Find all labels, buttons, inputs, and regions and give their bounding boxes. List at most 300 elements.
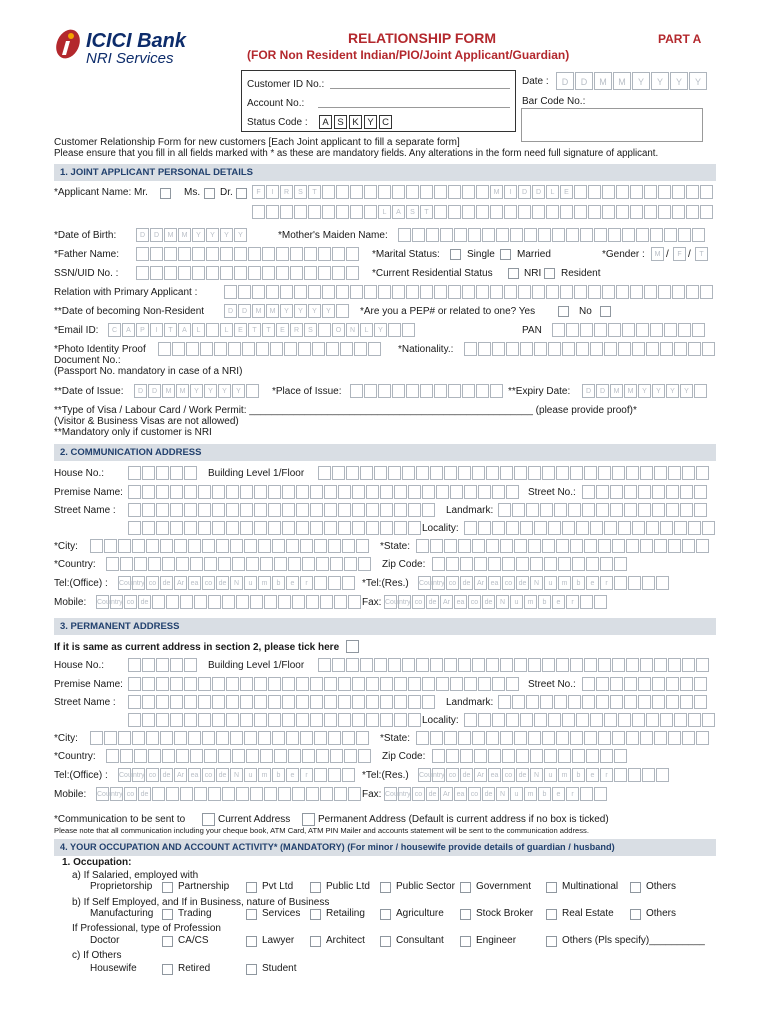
char-box[interactable] (264, 595, 277, 609)
char-box[interactable]: e (286, 576, 299, 590)
char-box[interactable]: r (600, 768, 613, 782)
char-box[interactable] (546, 285, 559, 299)
occupation-checkbox[interactable] (246, 909, 257, 920)
char-box[interactable]: ea (488, 768, 501, 782)
char-box[interactable] (286, 731, 299, 745)
char-box[interactable] (258, 731, 271, 745)
char-box[interactable] (156, 695, 169, 709)
char-box[interactable] (160, 539, 173, 553)
char-box[interactable] (176, 749, 189, 763)
char-box[interactable] (230, 539, 243, 553)
char-box[interactable] (346, 658, 359, 672)
char-box[interactable]: Ar (174, 576, 187, 590)
char-box[interactable]: L (360, 323, 373, 337)
char-box[interactable]: ea (188, 768, 201, 782)
char-box[interactable]: D (148, 384, 161, 398)
char-box[interactable] (218, 557, 231, 571)
date-box[interactable]: Y (689, 72, 707, 90)
char-box[interactable] (624, 695, 637, 709)
char-box[interactable] (142, 485, 155, 499)
char-box[interactable]: Y (190, 384, 203, 398)
expiry-boxes[interactable] (582, 384, 708, 398)
char-box[interactable] (380, 713, 393, 727)
char-box[interactable] (694, 503, 707, 517)
char-box[interactable] (538, 228, 551, 242)
char-box[interactable] (198, 485, 211, 499)
char-box[interactable]: I (266, 185, 279, 199)
char-box[interactable] (408, 521, 421, 535)
char-box[interactable] (588, 185, 601, 199)
char-box[interactable] (512, 695, 525, 709)
char-box[interactable] (148, 557, 161, 571)
char-box[interactable] (440, 228, 453, 242)
char-box[interactable] (214, 342, 227, 356)
char-box[interactable] (554, 695, 567, 709)
char-box[interactable] (502, 557, 515, 571)
char-box[interactable] (682, 731, 695, 745)
char-box[interactable] (274, 749, 287, 763)
char-box[interactable]: T (248, 323, 261, 337)
char-box[interactable] (492, 521, 505, 535)
char-box[interactable] (266, 285, 279, 299)
char-box[interactable] (240, 713, 253, 727)
char-box[interactable]: u (510, 787, 523, 801)
char-box[interactable]: P (136, 323, 149, 337)
char-box[interactable]: co (124, 595, 137, 609)
char-box[interactable]: M (176, 384, 189, 398)
char-box[interactable] (252, 285, 265, 299)
char-box[interactable] (260, 557, 273, 571)
resident-checkbox[interactable] (544, 268, 555, 279)
char-box[interactable] (552, 228, 565, 242)
char-box[interactable] (626, 466, 639, 480)
char-box[interactable] (242, 342, 255, 356)
char-box[interactable] (324, 695, 337, 709)
char-box[interactable]: m (558, 576, 571, 590)
char-box[interactable] (184, 485, 197, 499)
char-box[interactable] (352, 503, 365, 517)
char-box[interactable] (308, 285, 321, 299)
char-box[interactable] (254, 521, 267, 535)
char-box[interactable] (434, 205, 447, 219)
char-box[interactable] (216, 539, 229, 553)
char-box[interactable] (548, 713, 561, 727)
mobile-boxes[interactable] (96, 595, 362, 609)
char-box[interactable] (184, 466, 197, 480)
char-box[interactable] (640, 731, 653, 745)
single-checkbox[interactable] (450, 249, 461, 260)
occupation-checkbox[interactable] (380, 936, 391, 947)
char-box[interactable] (240, 485, 253, 499)
char-box[interactable] (240, 503, 253, 517)
char-box[interactable]: Cou (96, 595, 109, 609)
char-box[interactable] (666, 485, 679, 499)
gender-t-box[interactable]: T (695, 247, 708, 261)
char-box[interactable] (584, 539, 597, 553)
char-box[interactable]: N (230, 768, 243, 782)
char-box[interactable] (518, 285, 531, 299)
char-box[interactable] (170, 695, 183, 709)
char-box[interactable]: N (496, 595, 509, 609)
char-box[interactable] (530, 749, 543, 763)
char-box[interactable]: I (150, 323, 163, 337)
char-box[interactable] (572, 557, 585, 571)
char-box[interactable] (254, 677, 267, 691)
char-box[interactable] (640, 466, 653, 480)
pep-yes-checkbox[interactable] (558, 306, 569, 317)
char-box[interactable] (268, 485, 281, 499)
char-box[interactable] (142, 466, 155, 480)
char-box[interactable] (364, 285, 377, 299)
occupation-checkbox[interactable] (310, 936, 321, 947)
char-box[interactable] (574, 205, 587, 219)
char-box[interactable] (364, 205, 377, 219)
char-box[interactable]: r (600, 576, 613, 590)
char-box[interactable] (120, 557, 133, 571)
char-box[interactable] (598, 731, 611, 745)
char-box[interactable] (292, 787, 305, 801)
char-box[interactable] (276, 266, 289, 280)
char-box[interactable] (254, 503, 267, 517)
char-box[interactable] (680, 677, 693, 691)
char-box[interactable] (406, 384, 419, 398)
char-box[interactable] (472, 466, 485, 480)
occupation-checkbox[interactable] (310, 882, 321, 893)
char-box[interactable] (332, 266, 345, 280)
char-box[interactable]: de (138, 787, 151, 801)
state-boxes[interactable] (416, 731, 710, 745)
char-box[interactable] (460, 749, 473, 763)
char-box[interactable]: Cou (118, 768, 131, 782)
char-box[interactable]: e (586, 576, 599, 590)
char-box[interactable]: T (308, 185, 321, 199)
char-box[interactable] (408, 695, 421, 709)
char-box[interactable] (184, 677, 197, 691)
char-box[interactable] (498, 695, 511, 709)
nri-checkbox[interactable] (508, 268, 519, 279)
char-box[interactable] (290, 266, 303, 280)
char-box[interactable]: Y (220, 228, 233, 242)
char-box[interactable]: D (150, 228, 163, 242)
char-box[interactable] (616, 285, 629, 299)
char-box[interactable] (288, 749, 301, 763)
char-box[interactable] (458, 731, 471, 745)
char-box[interactable] (352, 521, 365, 535)
char-box[interactable] (520, 521, 533, 535)
char-box[interactable] (624, 677, 637, 691)
char-box[interactable] (490, 205, 503, 219)
char-box[interactable] (678, 228, 691, 242)
char-box[interactable] (646, 713, 659, 727)
char-box[interactable] (576, 521, 589, 535)
char-box[interactable] (654, 539, 667, 553)
char-box[interactable]: ea (454, 787, 467, 801)
char-box[interactable] (380, 521, 393, 535)
char-box[interactable] (532, 285, 545, 299)
char-box[interactable] (686, 285, 699, 299)
char-box[interactable]: Y (206, 228, 219, 242)
char-box[interactable]: N (346, 323, 359, 337)
char-box[interactable] (226, 521, 239, 535)
char-box[interactable] (504, 205, 517, 219)
char-box[interactable] (302, 557, 315, 571)
street-name-boxes-2[interactable] (128, 713, 422, 727)
char-box[interactable] (380, 503, 393, 517)
city-boxes[interactable] (90, 539, 370, 553)
char-box[interactable] (174, 539, 187, 553)
char-box[interactable] (352, 677, 365, 691)
char-box[interactable]: Ar (174, 768, 187, 782)
char-box[interactable] (166, 787, 179, 801)
tel-office-boxes[interactable] (118, 576, 356, 590)
char-box[interactable]: ea (454, 595, 467, 609)
char-box[interactable]: M (162, 384, 175, 398)
char-box[interactable] (692, 228, 705, 242)
char-box[interactable] (542, 539, 555, 553)
char-box[interactable] (254, 713, 267, 727)
char-box[interactable] (204, 557, 217, 571)
char-box[interactable] (148, 749, 161, 763)
char-box[interactable] (446, 557, 459, 571)
char-box[interactable] (604, 713, 617, 727)
char-box[interactable] (282, 695, 295, 709)
char-box[interactable] (504, 285, 517, 299)
char-box[interactable] (528, 658, 541, 672)
char-box[interactable]: e (286, 768, 299, 782)
char-box[interactable] (330, 557, 343, 571)
char-box[interactable] (328, 539, 341, 553)
char-box[interactable]: D (238, 304, 251, 318)
char-box[interactable]: C (108, 323, 121, 337)
char-box[interactable] (416, 658, 429, 672)
char-box[interactable] (478, 677, 491, 691)
char-box[interactable] (360, 658, 373, 672)
mobile-boxes[interactable] (96, 787, 362, 801)
char-box[interactable]: E (234, 323, 247, 337)
char-box[interactable] (696, 466, 709, 480)
pan-boxes[interactable] (552, 323, 706, 337)
char-box[interactable] (610, 503, 623, 517)
char-box[interactable] (316, 557, 329, 571)
char-box[interactable] (226, 713, 239, 727)
street-no-boxes[interactable] (582, 485, 708, 499)
char-box[interactable]: Y (280, 304, 293, 318)
char-box[interactable] (582, 677, 595, 691)
char-box[interactable] (326, 342, 339, 356)
char-box[interactable] (170, 521, 183, 535)
char-box[interactable] (608, 228, 621, 242)
mothers-maiden-boxes[interactable] (398, 228, 706, 242)
char-box[interactable] (212, 695, 225, 709)
char-box[interactable] (430, 466, 443, 480)
char-box[interactable] (322, 285, 335, 299)
char-box[interactable] (610, 485, 623, 499)
char-box[interactable] (402, 658, 415, 672)
char-box[interactable] (162, 749, 175, 763)
char-box[interactable]: m (558, 768, 571, 782)
char-box[interactable]: de (138, 595, 151, 609)
char-box[interactable] (310, 521, 323, 535)
char-box[interactable] (296, 521, 309, 535)
char-box[interactable] (590, 713, 603, 727)
char-box[interactable] (318, 266, 331, 280)
char-box[interactable] (614, 557, 627, 571)
char-box[interactable] (268, 695, 281, 709)
char-box[interactable] (584, 466, 597, 480)
char-box[interactable]: de (516, 576, 529, 590)
char-box[interactable] (212, 521, 225, 535)
char-box[interactable] (580, 323, 593, 337)
char-box[interactable] (614, 749, 627, 763)
char-box[interactable]: T (262, 323, 275, 337)
char-box[interactable]: Y (652, 384, 665, 398)
char-box[interactable] (324, 503, 337, 517)
char-box[interactable]: A (122, 323, 135, 337)
char-box[interactable]: de (426, 787, 439, 801)
char-box[interactable] (394, 695, 407, 709)
char-box[interactable] (156, 466, 169, 480)
char-box[interactable] (458, 539, 471, 553)
first-name-boxes[interactable] (252, 185, 714, 199)
char-box[interactable] (316, 749, 329, 763)
char-box[interactable] (288, 557, 301, 571)
char-box[interactable] (142, 695, 155, 709)
char-box[interactable]: L (220, 323, 233, 337)
char-box[interactable] (222, 595, 235, 609)
char-box[interactable] (332, 658, 345, 672)
char-box[interactable] (694, 384, 707, 398)
char-box[interactable] (206, 323, 219, 337)
char-box[interactable] (318, 323, 331, 337)
char-box[interactable] (570, 539, 583, 553)
name-second-row-boxes[interactable] (252, 205, 714, 219)
char-box[interactable] (392, 384, 405, 398)
char-box[interactable] (416, 731, 429, 745)
char-box[interactable] (668, 539, 681, 553)
char-box[interactable] (630, 185, 643, 199)
char-box[interactable] (434, 285, 447, 299)
char-box[interactable] (566, 323, 579, 337)
char-box[interactable] (364, 384, 377, 398)
char-box[interactable] (156, 677, 169, 691)
char-box[interactable] (198, 503, 211, 517)
char-box[interactable] (246, 384, 259, 398)
char-box[interactable] (602, 185, 615, 199)
street-name-boxes[interactable] (128, 695, 436, 709)
char-box[interactable]: co (502, 768, 515, 782)
char-box[interactable] (600, 557, 613, 571)
char-box[interactable] (682, 658, 695, 672)
char-box[interactable] (680, 503, 693, 517)
char-box[interactable] (448, 205, 461, 219)
char-box[interactable] (420, 185, 433, 199)
char-box[interactable] (636, 323, 649, 337)
char-box[interactable] (434, 384, 447, 398)
date-box[interactable]: Y (670, 72, 688, 90)
char-box[interactable] (260, 749, 273, 763)
char-box[interactable]: Cou (384, 595, 397, 609)
char-box[interactable] (478, 485, 491, 499)
char-box[interactable] (486, 466, 499, 480)
char-box[interactable] (458, 466, 471, 480)
char-box[interactable] (156, 485, 169, 499)
char-box[interactable] (150, 247, 163, 261)
tel-res-boxes[interactable] (418, 768, 670, 782)
char-box[interactable] (232, 557, 245, 571)
char-box[interactable]: Y (666, 384, 679, 398)
char-box[interactable] (314, 768, 327, 782)
char-box[interactable] (378, 384, 391, 398)
char-box[interactable] (134, 749, 147, 763)
char-box[interactable] (264, 787, 277, 801)
char-box[interactable] (496, 228, 509, 242)
char-box[interactable] (542, 731, 555, 745)
char-box[interactable] (244, 731, 257, 745)
char-box[interactable] (562, 342, 575, 356)
landmark-boxes[interactable] (498, 695, 708, 709)
char-box[interactable]: m (524, 787, 537, 801)
char-box[interactable] (528, 466, 541, 480)
char-box[interactable]: D (224, 304, 237, 318)
char-box[interactable] (268, 677, 281, 691)
char-box[interactable] (350, 185, 363, 199)
char-box[interactable] (654, 731, 667, 745)
char-box[interactable] (552, 323, 565, 337)
char-box[interactable] (476, 205, 489, 219)
char-box[interactable]: de (460, 576, 473, 590)
char-box[interactable]: Ar (440, 787, 453, 801)
char-box[interactable]: de (216, 576, 229, 590)
char-box[interactable] (626, 658, 639, 672)
char-box[interactable]: ea (188, 576, 201, 590)
char-box[interactable] (136, 247, 149, 261)
char-box[interactable] (580, 787, 593, 801)
char-box[interactable]: M (178, 228, 191, 242)
occupation-checkbox[interactable] (246, 882, 257, 893)
char-box[interactable] (520, 342, 533, 356)
char-box[interactable]: L (546, 185, 559, 199)
char-box[interactable] (394, 521, 407, 535)
zip-boxes[interactable] (432, 557, 628, 571)
char-box[interactable]: r (300, 768, 313, 782)
char-box[interactable] (642, 576, 655, 590)
char-box[interactable] (218, 749, 231, 763)
char-box[interactable]: L (378, 205, 391, 219)
char-box[interactable] (590, 521, 603, 535)
char-box[interactable] (366, 677, 379, 691)
char-box[interactable] (336, 185, 349, 199)
char-box[interactable] (194, 595, 207, 609)
char-box[interactable] (408, 485, 421, 499)
char-box[interactable] (158, 342, 171, 356)
char-box[interactable] (308, 205, 321, 219)
char-box[interactable] (468, 228, 481, 242)
char-box[interactable] (674, 521, 687, 535)
char-box[interactable]: Y (638, 384, 651, 398)
char-box[interactable]: co (124, 787, 137, 801)
country-boxes[interactable] (106, 749, 372, 763)
char-box[interactable] (622, 228, 635, 242)
char-box[interactable] (322, 205, 335, 219)
char-box[interactable]: e (552, 595, 565, 609)
photo-id-boxes[interactable] (158, 342, 382, 356)
char-box[interactable] (528, 731, 541, 745)
char-box[interactable] (192, 266, 205, 280)
char-box[interactable] (132, 731, 145, 745)
char-box[interactable] (514, 731, 527, 745)
char-box[interactable] (314, 576, 327, 590)
char-box[interactable] (128, 503, 141, 517)
